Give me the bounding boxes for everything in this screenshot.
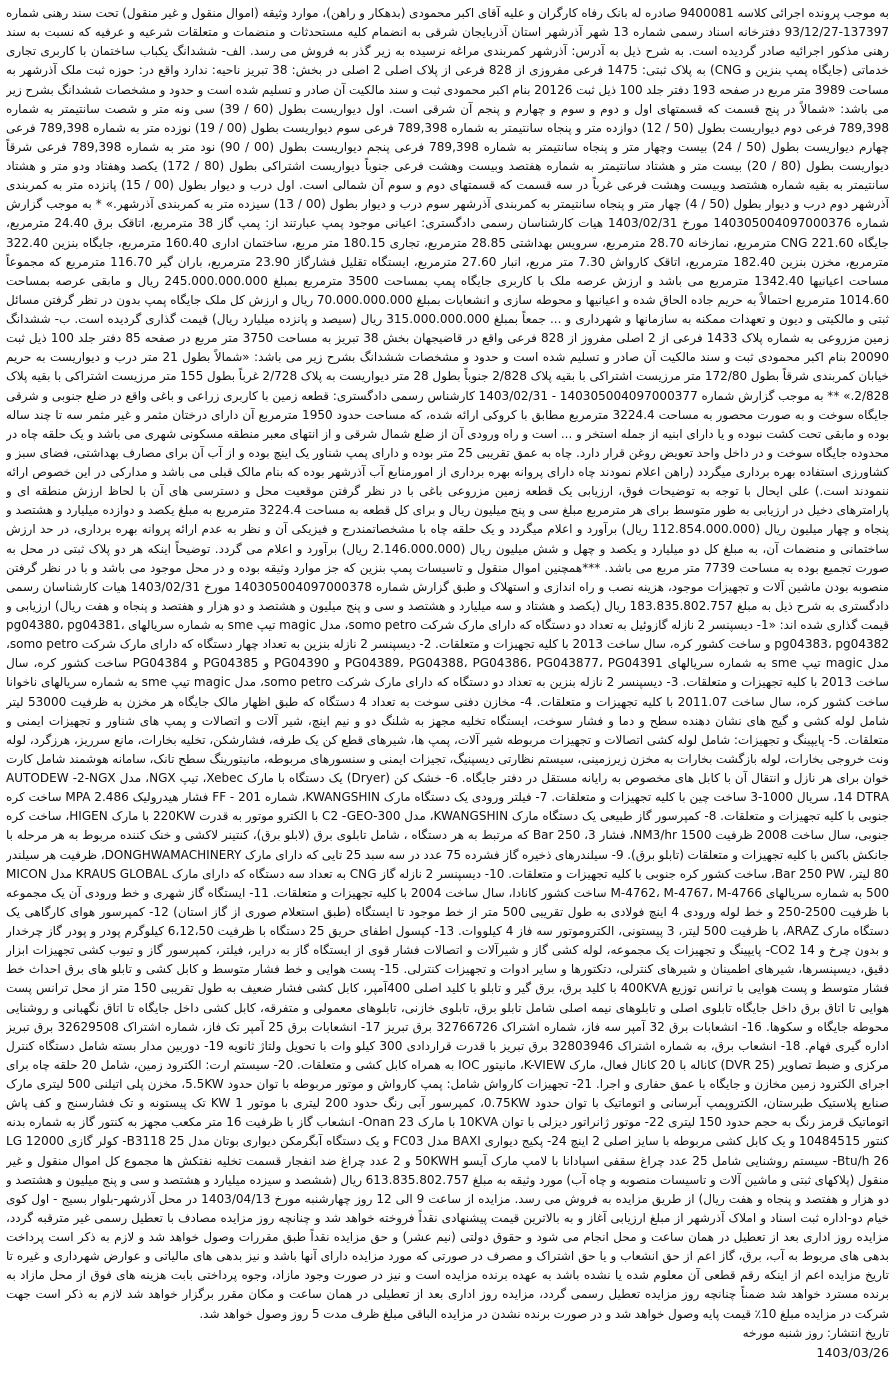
publication-date-label: تاریخ انتشار: روز شنبه مورخه — [742, 1325, 889, 1340]
notice-body-text: به موجب پرونده اجرائی کلاسه 9400081 صادره له بانک رفاه کارگران و علیه آقای اکبر محمودی (بدهکار و راهن)، موارد وثیقه (اموال منقول و غیر منقول) تحت سند رهنی شماره 137397-93/12/27 دفترخانه اسناد رسمی شماره 13 شهر آذرشهر استان آذربایجان شرقی به انضمام کلیه مستحدثات و منضمات و متعلقات شرعیه و عرفیه که نسبت به سند رهنی مذکور اجرائیه صادر گردیده است. به شرح ذیل به آدرس: آذرشهر کمربندی مراغه نرسیده به زیر گذر به فروش می رسد. الف- ششدانگ یکباب ساختمان با کاربری تجاری خدماتی (جایگاه پمپ بنزین و CNG) به پلاک ثبتی: 1475 فرعی مفروزی از 828 فرعی از پلاک اصلی 2 اصلی در بخش: 38 تبریز ناحیه: ندارد واقع در: حوزه ثبت ملک آذرشهر به مساحت 3989 متر مربع در صفحه 193 دفتر جلد 100 ذیل ثبت 20126 بنام اکبر محمودی ثبت و سند مالکیت آن صادر و تسلیم شده است و حدود و مشخصات ششدانگ بشرح زیر می باشد: «شمالاً در پنج قسمت که قسمتهای اول و دوم و سوم و چهارم و پنجم آن شرقی است. اول دیواریست بطول (60 / 39) سی ونه متر و شصت سانتیمتر به شماره 789,398 فرعی دوم دیواریست بطول (50 / 12) دوازده متر و پنجاه سانتیمتر به شماره 789,398 فرعی سوم دیواریست بطول (00 / 19) نوزده متر به شماره 789,398 فرعی چهارم دیواریست بطول (50 / 24) بیست وچهار متر و پنجاه سانتیمتر به شماره 789,398 فرعی پنجم دیواریست بطول (00 / 90) نود متر به شماره 789,398 فرعی شرقاً دیواریست بطول (80 / 20) بیست متر و هشتاد سانتیمتر به شماره هفتصد وبیست وهشت فرعی جنوباً دیواریست اشتراکی بطول (80 / 172) یکصد وهفتاد ودو متر و هشتاد سانتیمتر به بقیه شماره هشتصد وبیست وهشت فرعی غرباً در سه قسمت که قسمتهای دوم و سوم آن شمالی است. اول درب و دیوار بطول (00 / 15) پانزده متر به کمربندی آذرشهر دوم درب و دیوار بطول (50 / 4) چهار متر و پنجاه سانتیمتر به کمربندی آذرشهر سوم درب و دیوار بطول (00 / 13) سیزده متر به کمربندی آذرشهر.» * به موجب گزارش شماره 140305004097000376 مورخ 1403/02/31 هیات کارشناسان رسمی دادگستری: اعیانی موجود پمپ عبارتند از: پمپ گاز 38 مترمربع، اتاقک برق 24.40 مترمربع، جایگاه CNG 221.60 مترمربع، نمازخانه 28.70 مترمربع، سرویس بهداشتی 28.85 مترمربع، تجاری 180.15 متر مربع، ساختمان اداری 160.40 مترمربع، جایگاه بنزین 322.40 مترمربع، مخزن بنزین 182.40 مترمربع، اتاقک کارواش 7.30 متر مربع، انبار 27.60 مترمربع، ایستگاه تقلیل فشارگاز 23.90 مترمربع، باران گیر 116.70 مترمربع که مجموعاً مساحت اعیانیها 1342.40 مترمربع می باشد و ارزش عرصه ملک با کاربری جایگاه پمپ بمساحت 3500 مترمربع بمبلغ 245.000.000.000 ریال و مابقی عرصه بمساحت 1014.60 مترمربع احتمالاً به حریم جاده الحاق شده و اعیانیها و محوطه سازی و انشعابات بمبلغ 70.000.000.000 ریال و ارزش کل ملک جایگاه پمپ بدون در نظر گرفتن مسائل ثبتی و مالکیتی و دیون و تعهدات ممکنه به سازمانها و شهرداری و ... جمعاً بمبلغ 315.000.000.000 ریال (سیصد و پانزده میلیارد ریال) قیمت گذاری گردیده است. ب- ششدانگ زمین مزروعی به شماره پلاک 1433 فرعی از 2 اصلی مفروز از 828 فرعی واقع در قاضیجهان بخش 38 تبریز به مساحت 3750 متر مربع در صفحه 85 دفتر جلد 100 ذیل ثبت 20090 بنام اکبر محمودی ثبت و سند مالکیت آن صادر و تسلیم شده است و حدود و مشخصات ششدانگ بشرح زیر می باشد: «شمالاً بطول 21 متر درب و دیواریست به حریم خیابان کمربندی شرقاً بطول 172/80 متر مرزیست اشتراکی با بقیه پلاک 2/828 جنوباً بطول 28 متر دیواریست به پلاک 2/728 غرباً بطول 155 متر مرزیست اشتراکی با بقیه پلاک 2/828.» ** به موجب گزارش شماره 140305004097000377 - 1403/02/31 کارشناس رسمی دادگستری: قطعه زمین با کاربری زراعی و باغی واقع در ضلع جنوبی و شرقی جایگاه سوخت و به صورت محصور به مساحت 3224.4 مترمربع مطابق با کروکی ارائه شده، که مساحت حدود 1950 مترمربع آن دارای درختان مثمر و غیر مثمر سه تا چند ساله بوده و مابقی تحت کشت نبوده و یا دارای ابنیه از جمله استخر و ... است و راه ورودی آن از ضلع شمال شرقی و از انتهای معبر منطقه مسکونی شهری می باشد و یک حلقه چاه در محدوده جایگاه سوخت و در داخل واحد تعویض روغن قرار دارد. چاه به عمق تقریبی 25 متر بوده و دارای پمپ شناور یک اینچ بوده و از آب آن برای مصارف بهداشتی، فضای سبز و کشاورزی استفاده بهره برداری میگردد (راهن اعلام نمودند چاه دارای پروانه بهره برداری از امورمنابع آب آذرشهر بوده که بنام مالک قبلی می باشد و مدارکی در این خصوص ارائه ننمودند است.) علی ایحال با توجه به توضیحات فوق، ارزیابی یک قطعه زمین مزروعی باغی با در نظر گرفتن موقعیت محل و دسترسی های آن با لحاظ ارزش منطقه ای و پارامترهای دخیل در ارزیابی به طور متوسط برای هر مترمربع مبلغ سی و پنج میلیون ریال و برای کل قطعه به مساحت 3224.4 مترمربع به مبلغ یکصد و دوازده میلیارد و هشتصد و پنجاه و چهار میلیون ریال (112.854.000.000 ریال) برآورد و اعلام میگردد و یک حلقه چاه با مشخصاتمندرج و فیزیکی آن و نظر به عدم ارائه پروانه بهره برداری، در حد ارزش ساختمانی و منضمات آن، به مبلغ کل دو میلیارد و یکصد و چهل و شش میلیون ریال (2.146.000.000 ریال) برآورد و اعلام می گردد. توضیحاً اینکه هر دو پلاک ثبتی در محل به صورت تجمیع بوده به مساحت 7739 متر مربع می باشد. ***همچنین اموال منقول و تاسیسات پمپ بنزین که جز موارد وثیقه بوده و در محل موجود می باشد و با در نظر گرفتن منصوبه بودن ماشین آلات و تجهیزات موجود، هزینه نصب و راه اندازی و استهلاک و طبق گزارش شماره 140305004097000378 مورخ 1403/02/31 هیات کارشناسان رسمی دادگستری به شرح ذیل به مبلغ 183.835.802.757 ریال (یکصد و هشتاد و سه میلیارد و هشتصد و سی و پنج میلیون و هشتصد و دو هزار و هفتصد و پنجاه و هفت ریال) ارزیابی و قیمت گذاری شده اند: «1- دیسپنسر 2 نازله گازوئیل به تعداد دو دستگاه که دارای مارک شرکت somo petro، مدل magic تیپ sme به شماره سریالهای pg04380، pg04381، pg04383، pg04382 و ساخت کشور کره، سال ساخت 2013 با کلیه تجهیزات و متعلقات. 2- دیسپنسر 2 نازله بنزین به تعداد چهار دستگاه که دارای مارک شرکت somo petro، مدل magic تیپ sme به شماره سریالهای PG04389، PG04388، PG04386، PG043877، PG04391 و PG04390 و PG04385 و PG04384 ساخت کشور کره، سال ساخت 2013 با کلیه تجهیزات و متعلقات. 3- دیسپنسر 2 نازله بنزین به تعداد دو دستگاه که دارای مارک شرکت somo petro، مدل magic تیپ sme به شماره سریالهای ناخوانا ساخت کشور کره، سال ساخت 2011.07 با کلیه تجهیزات و متعلقات. 4- مخازن دفنی سوخت به تعداد 4 دستگاه که طبق اظهار مالک جایگاه هر مخزن به ظرفیت 53000 لیتر شامل لوله کشی و گیج های نشان دهنده سطح و دما و فشار سوخت، ایستگاه تخلیه مجهز به شلنگ دو و نیم اینچ، شیر آلات و اتصالات و پمپ های شناور و تجهیزات ایمنی و متعلقات. 5- پایپینگ و تجهیزات: شامل لوله کشی اتصالات و تجهیزات مربوطه شیر آلات، پمپ ها، شیرهای قطع کن یک طرفه، فشارشکن، تخلیه بخارات، مانع سرریز، هرزگرد، لوله ونت خروجی بخارات، لوله بازگشت بخارات به مخزن زیرزمینی، سیستم نظارتی دیسپنیگ، تجیزات ایمنی و سنسورهای مربوطه، مانیتورینگ سطح تانک، سامانه هوشمند شامل کارت خوان برای هر نازل و انتقال آن با کابل های مخصوص به رایانه مستقل در دفتر جایگاه. 6- خشک کن (Dryer) یک دستگاه با مارک Xebec، تیپ NGX، مدل AUTODEW -2-NGX 14 DTRA، سریال 1000-3 ساخت چین با کلیه تجهیزات و متعلقات. 7- فیلتر ورودی یک دستگاه مارک KWANGSHIN، شماره 201 - FF فشار هیدرولیک MPA 2.486 ساخت کره جنوبی با کلیه تجهیزات و متعلقات. 8- کمپرسور گاز طبیعی یک دستگاه مارک KWANGSHIN، مدل 300-C2 -GEO با الکترو موتور به قدرت 220KW با مارک HIGEN، ساخت کره جنوبی، سال ساخت 2008 ظرفیت 1500 NM3/hr، فشار 3، Bar 250 که مرتبط به هر دستگاه ، شامل تابلوی برق (لابلو برق)، کنتینر لاکشی و خنک کننده مربوط به هر مرحله با جانکش باکس با کلیه تجهیزات و متعلقات (تابلو برق). 9- سیلندرهای ذخیره گاز فشرده 75 عدد در سه سبد 25 تایی که دارای مارک DONGHWAMACHINERY، ظرفیت هر سیلندر 80 لیتر، Bar 250 PW، ساخت کشور کره جنوبی با کلیه تجهیزات و متعلقات. 10- دیسپنسر 2 نازله گاز CNG به تعداد سه دستگاه که دارای مارک KRAUS GLOBAL مدل MICON 500 به شماره سریالهای M-4762، M-4767، M-4766 ساخت کشور کانادا، سال ساخت 2004 با کلیه تجهیزات و متعلقات. 11- ایستگاه گاز شهری و خط ورودی آن یک مجموعه با ظرفیت 2500-250 و خط لوله ورودی 4 اینچ فولادی به طول تقریبی 500 متر از خط موجود تا ایستگاه (طبق استعلام صوری از گاز استان) 12- کمپرسور هوای کارگاهی یک دستگاه مارک ARAZ، با ظرفیت 500 لیتر، 3 پیستونی، الکتروموتور سه فاز 4 کیلووات. 13- کپسول اطفای حریق 25 دستگاه با ظرفیت 6،12،50 کیلوگرم پودر و پودر گاز چرخدار و بدون چرخ و 14 CO2- پایپینگ و تجهیزات یک مجموعه، لوله کشی گاز و شیرآلات و اتصالات فشار قوی از ایستگاه گاز به درایر، فیلتر، کمپرسور گاز و تیوب کشی تجهیزات ابزار دقیق، دیسپنسرها، شیرهای اطمینان و شیرهای کنترلی، دتکتورها و سایر ادوات و تجهیزات کنترلی. 15- پست هوایی و خط فشار متوسط و کابل کشی و تابلو های برق احداث خط فشار متوسط و پست هوایی با ترانس توزیع 400KVA با کلید برق، برق گیر و تابلو با کلید اصلی 400آمپر، کابل کشی فشار ضعیف به طول تقریبی 150 متر از محل ترانس پست هوایی تا اتاق برق داخل جایگاه تابلوی اصلی و تابلوهای نیمه اصلی شامل تابلو برق، تابلوی خازنی، تابلوهای معمولی و متفرقه، کابل کشی داخل جایگاه تا اتاق نگهبانی و روشنایی محوطه جایگاه و سکوها. 16- انشعابات برق 32 آمپر سه فاز، شماره اشتراک 32766726 برق تبریز 17- انشعابات برق 25 آمپر تک فاز، شماره اشتراک 32629508 برق تبریز اداره گیری فهام. 18- انشعاب برق، به شماره اشتراک 32803946 برق تبریز با قدرت قراردادی 300 کیلو وات با تحویل ولتاژ ثانویه 19- دوربین مدار بسته شامل دستگاه کنترل مرکزی و ضبط تصاویر (DVR 25) کاناله با 20 کانال فعال، مارک K-VIEW، مانیتور IOC به همراه کابل کشی و متعلقات. 20- سیستم ارت: الکترود زمین، شامل 20 حلقه چاه برای اجرای الکترود زمین مخازن و جایگاه با عمق حفاری و اجرا. 21- تجهیزات کارواش شامل: پمپ کارواش و موتور مربوطه با توان حدود 5.5KW، مخزن پلی اتیلنی 500 لیتری مارک صنایع پلاستیک طبرستان، الکتروپمپ آبرسانی و اتوماتیک با توان حدود 0.75KW، کمپرسور آبی رنگ حدود 200 لیتری با موتور 1 KW تک پیستونه و تک فشارسنج و کف پاش اتوماتیک قرمز رنگ به حجم حدود 150 لیتری 22- موتور ژانراتور دیزلی با توان 10KVA با مارک Onan 23- انشعاب گاز با ظرفیت 16 متر مکعب مجهز به کنتور گاز به شماره بدنه کنتور 10484515 و یک کابل کشی مربوطه با سایز اصلی 2 اینچ 24- پکیج دیواری BAXI مدل FC03 و یک دستگاه آبگرمکن دیواری بوتان مدل B3118 25- کولر گازی LG 12000 Btu/h 26- سیستم روشنایی شامل 25 عدد چراغ سقفی اسپادانا با لامپ مارک آیسو 50KWH و 2 عدد چراغ ضد انفجار قسمت تخلیه نفتکش ها مجموع کل اموال منقول و غیر منقول (پلاکهای ثبتی و ماشین آلات و تاسیسات منصوبه و چاه آب) مورد وثیقه به مبلغ 613.835.802.757 ریال (ششصد و سیزده میلیارد و هشتصد و سی و پنج میلیون و هشتصد و دو هزار و هفتصد و پنجاه و هفت ریال) از طریق مزایده به فروش می رسد. مزایده از ساعت 9 الی 12 روز چهارشنبه مورخ 1403/04/13 در محل آذرشهر-بلوار بسیج - اول کوی خیام دو-اداره ثبت اسناد و املاک آذرشهر از مبلغ ارزیابی آغاز و به بالاترین قیمت پیشنهادی نقداً فروخته خواهد شد و چنانچه روز مزایده مصادف با تعطیل رسمی غیر مترقبه گردد، مزایده روز اداری بعد از تعطیل در همان ساعت و محل انجام می شود و حقوق دولتی (نیم عشر) و حق مزایده نقداً طبق مقررات وصول خواهد شد و لازم به ذکر است پرداخت بدهی های مربوط به آب، برق، گاز اعم از حق انشعاب و یا حق اشتراک و مصرف در صورتی که مورد مزایده دارای آنها باشد و نیز بدهی های مالیاتی و عوارض شهرداری و غیره تا تاریخ مزایده اعم از اینکه رقم قطعی آن معلوم شده یا نشده باشد به عهده برنده مزایده است و نیز در صورت وجود مازاد، وجوه پرداختی بابت هزینه های فوق از محل مازاد به برنده مسترد خواهد شد ضمناً چنانچه روز مزایده تعطیل رسمی گردد، مزایده روز اداری بعد از تعطیلی در همان ساعت و مکان مقرر برگزار خواهد شد لازم به ذکر است جهت شرکت در مزایده مبلغ 10٪ قیمت پایه وصول خواهد شد و در صورت برنده نشدن در مزایده الباقی مبلغ ظرف مدت 5 روز وصول خواهد شد. — [6, 6, 889, 1321]
publication-date: 1403/03/26 — [816, 1344, 889, 1360]
auction-notice-document — [6, 4, 889, 1384]
